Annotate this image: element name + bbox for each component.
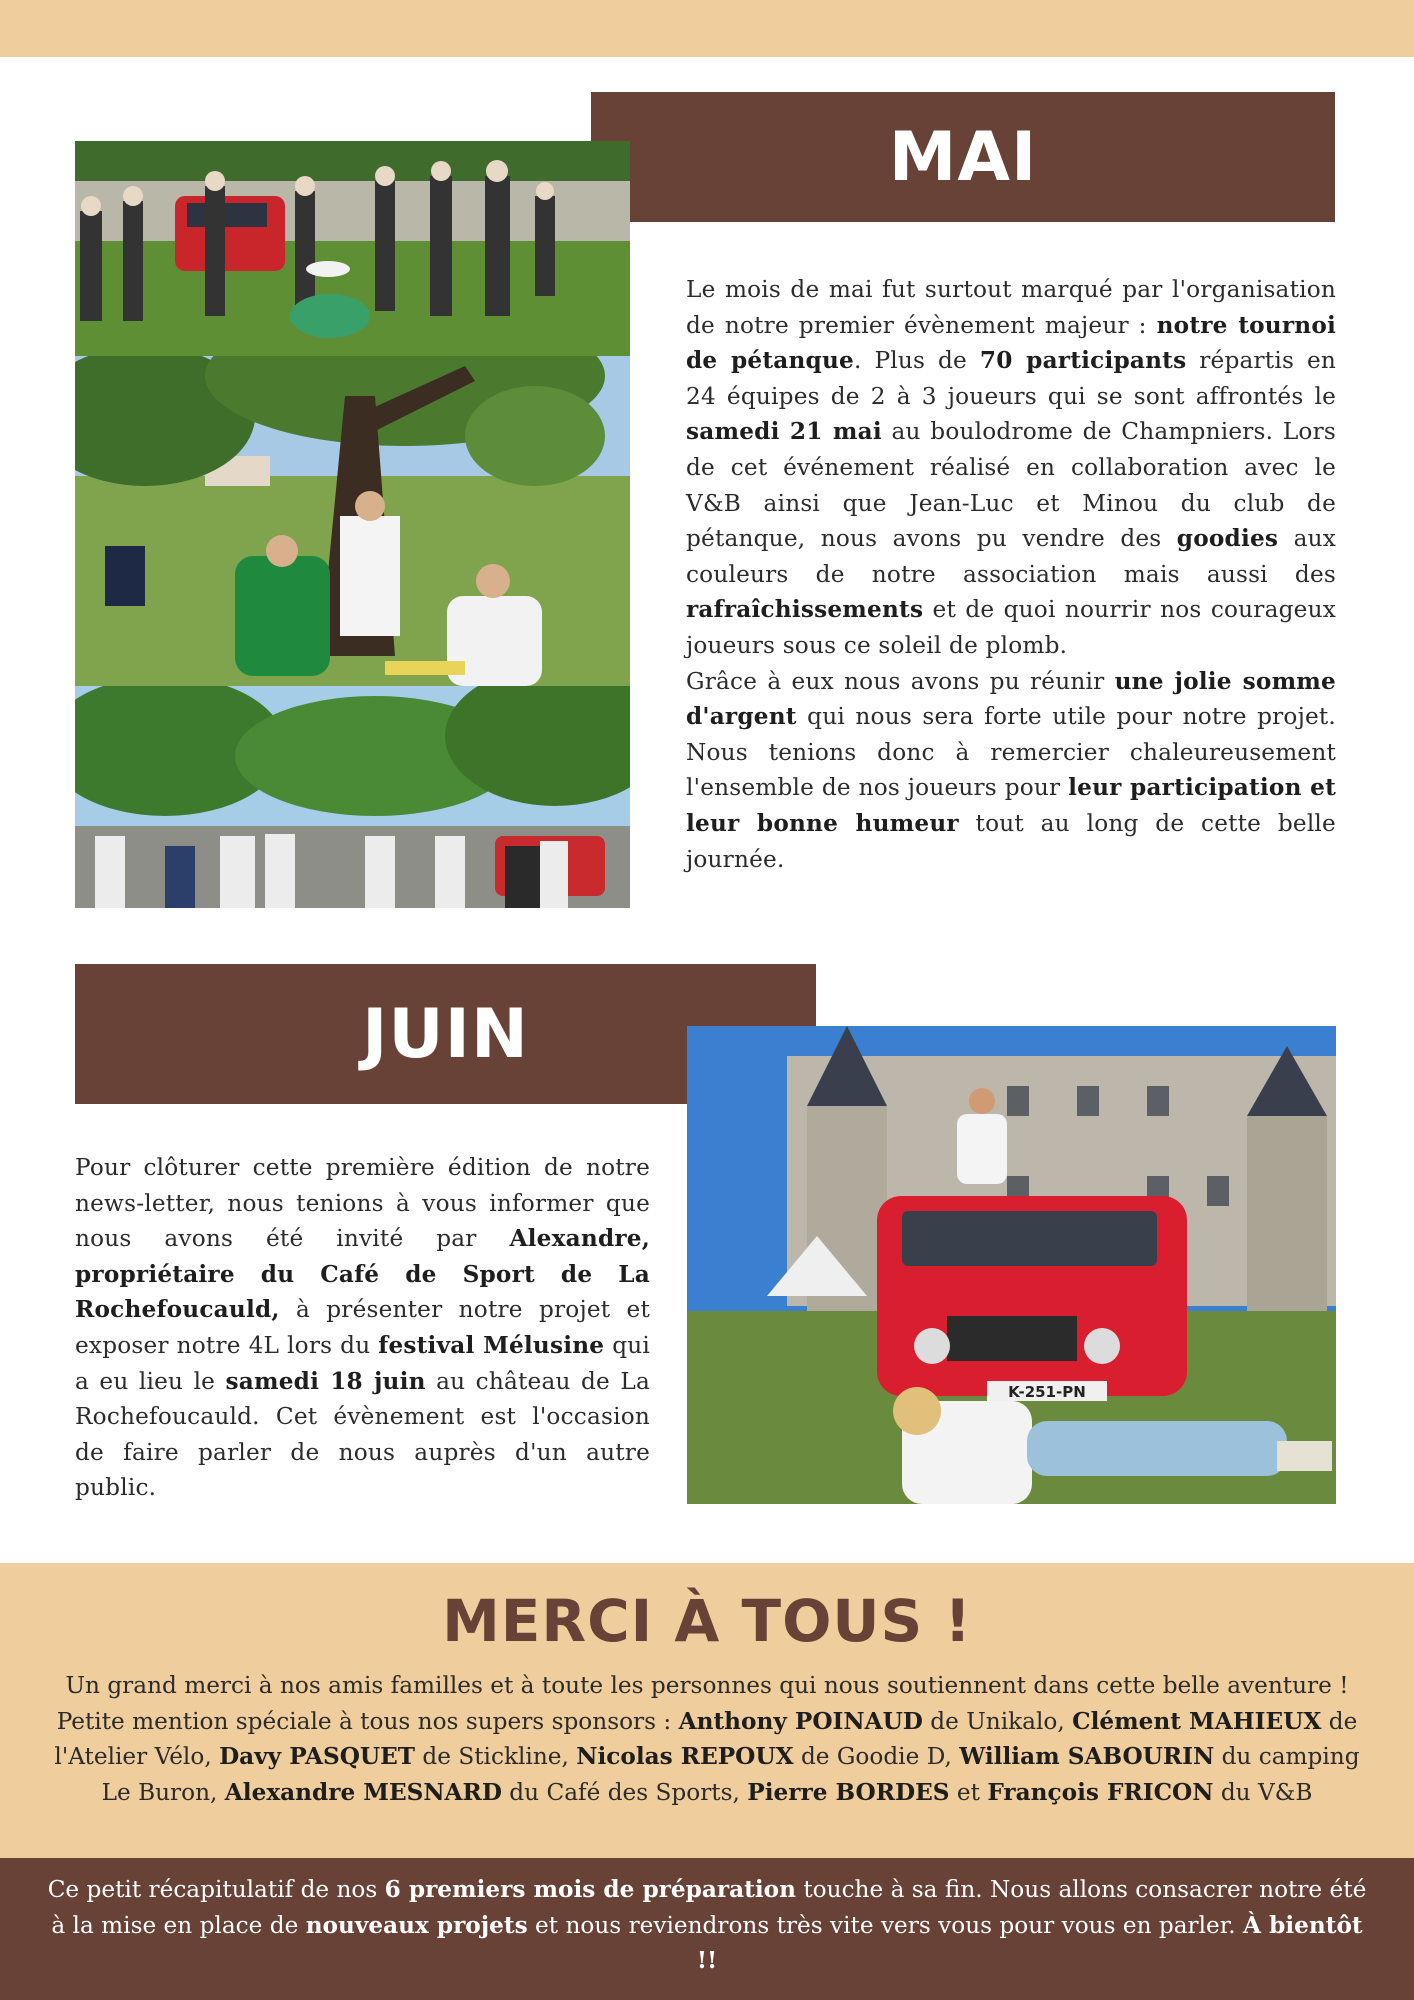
text-run: à présenter notre projet et exposer notre 4L lors du (75, 1296, 650, 1359)
text-run: touche à sa fin. Nous allons consacrer notre été à la mise en place de (51, 1876, 1367, 1939)
mai-body-text (686, 272, 1336, 877)
text-run: de Unikalo, (922, 1707, 1073, 1735)
text-run: Ce petit récapitulatif de nos (47, 1876, 385, 1903)
emphasis-text: samedi 21 mai (686, 418, 882, 446)
emphasis-text: notre tournoi de pétanque (686, 311, 1336, 375)
text-run: du Café des Sports, (501, 1778, 748, 1806)
photo-players-under-tree (75, 356, 630, 686)
text-run: au boulodrome de Champniers. Lors de cet événement réalisé en collaboration avec le V&B ainsi que Jean-Luc et Minou du club de pétanque, nous avons pu vendre des (686, 418, 1336, 553)
section-title-juin: JUIN (75, 964, 816, 1104)
text-run: du V&B (1213, 1778, 1313, 1806)
text-run: au château de La Rochefoucauld. Cet évènement est l'occasion de faire parler de nous auprès d'un autre public. (75, 1367, 650, 1502)
emphasis-text: Pierre BORDES (747, 1778, 950, 1806)
emphasis-text: rafraîchissements (686, 596, 924, 624)
emphasis-text: William SABOURIN (959, 1743, 1215, 1770)
text-run: qui nous sera forte utile pour notre projet. Nous tenions donc à remercier chaleureusement l'ensemble de nos joueurs pour (686, 703, 1336, 802)
text-run: du camping Le Buron, (101, 1743, 1360, 1806)
photo-4l-at-chateau (687, 1026, 1336, 1504)
thanks-body-text (45, 1668, 1369, 1810)
emphasis-text: nouveaux projets (305, 1911, 528, 1939)
emphasis-text: Alexandre MESNARD (224, 1778, 502, 1806)
emphasis-text: François FRICON (987, 1778, 1214, 1806)
text-run: répartis en 24 équipes de 2 à 3 joueurs qui se sont affrontés le (686, 347, 1337, 410)
text-run: Pour clôturer cette première édition de notre news-letter, nous tenions à vous informer que nous avons été invité par (75, 1154, 650, 1253)
text-run: Le mois de mai fut surtout marqué par l'organisation de notre premier évènement majeur : (686, 276, 1336, 339)
license-plate-text: K-251-PN (1008, 1383, 1086, 1401)
thanks-title: MERCI À TOUS ! (442, 1587, 972, 1655)
text-run: Un grand merci à nos amis familles et à toute les personnes qui nous soutiennent dans cette belle aventure ! Petite mention spéciale à tous nos supers sponsors : (56, 1672, 1349, 1735)
text-run: de Stickline, (415, 1743, 577, 1770)
emphasis-text: leur participation et leur bonne humeur (686, 774, 1336, 837)
section-title-mai: MAI (591, 92, 1335, 222)
photo-players-with-4l-park (75, 686, 630, 908)
emphasis-text: 70 participants (979, 347, 1187, 375)
footer-text (40, 1872, 1374, 1979)
emphasis-text: une jolie somme d'argent (686, 667, 1336, 731)
photo-petanque-group-with-4l (75, 141, 630, 356)
emphasis-text: Davy PASQUET (219, 1743, 416, 1770)
emphasis-text: 6 premiers mois de préparation (384, 1876, 796, 1903)
emphasis-text: samedi 18 juin (225, 1367, 426, 1395)
emphasis-text: Anthony POINAUD (678, 1707, 923, 1735)
text-run: tout au long de cette belle journée. (686, 809, 1336, 873)
emphasis-text: À bientôt !! (696, 1911, 1363, 1974)
text-run: de Goodie D, (793, 1743, 960, 1770)
emphasis-text: Alexandre, propriétaire du Café de Sport de La Rochefoucauld, (75, 1225, 650, 1324)
emphasis-text: goodies (1176, 525, 1279, 553)
text-run: Grâce à eux nous avons pu réunir (686, 667, 1115, 695)
text-run: et nous reviendrons très vite vers vous pour vous en parler. (527, 1911, 1244, 1939)
text-run: . Plus de (853, 347, 980, 375)
juin-body-text (75, 1150, 650, 1506)
text-run: et de quoi nourrir nos courageux joueurs sous ce soleil de plomb. (686, 596, 1336, 659)
text-run: et (949, 1778, 988, 1806)
text-run: qui a eu lieu le (75, 1331, 650, 1395)
top-decorative-band (0, 0, 1414, 57)
text-run: de l'Atelier Vélo, (54, 1707, 1358, 1770)
emphasis-text: festival Mélusine (378, 1331, 605, 1359)
emphasis-text: Clément MAHIEUX (1072, 1707, 1322, 1735)
emphasis-text: Nicolas REPOUX (576, 1743, 794, 1770)
text-run: aux couleurs de notre association mais aussi des (686, 525, 1337, 588)
